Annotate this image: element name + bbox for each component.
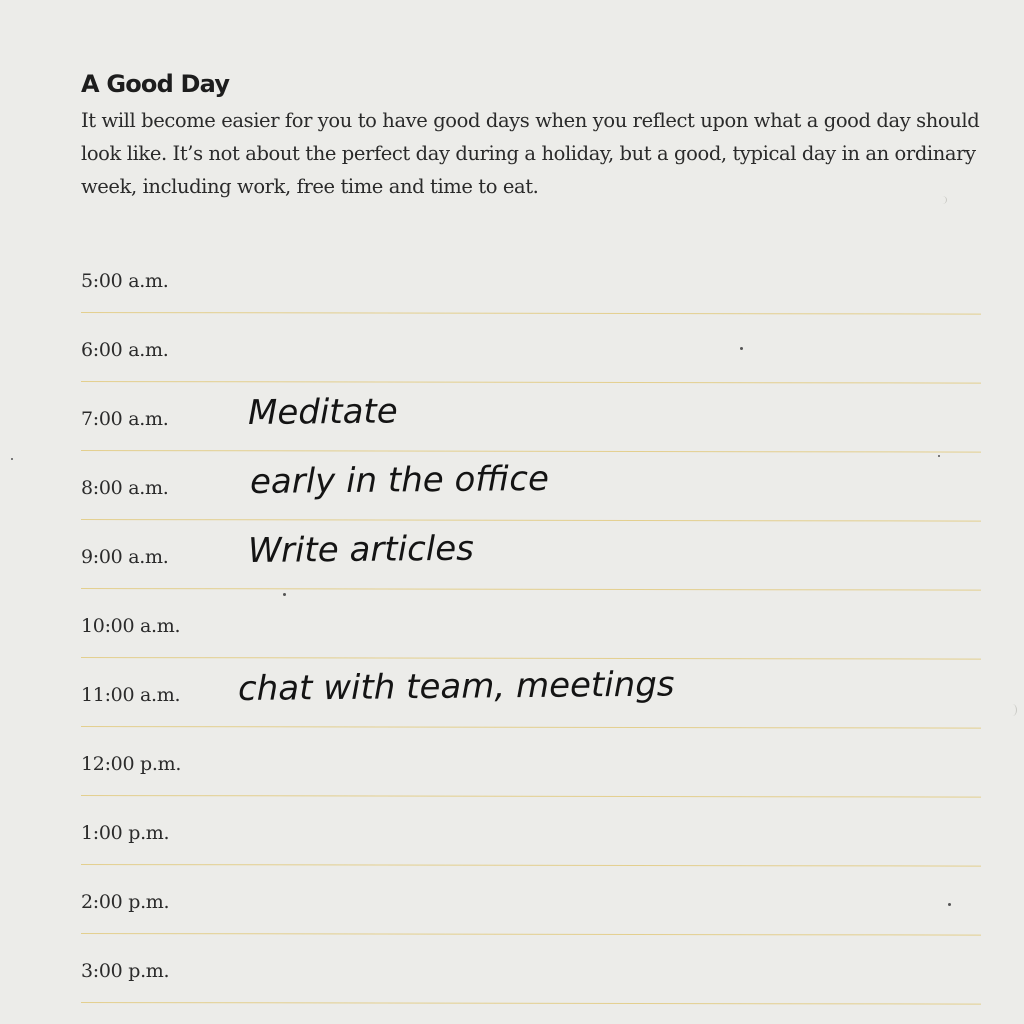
schedule-row [0, 528, 1024, 603]
ruled-line [81, 312, 981, 315]
ruled-line [81, 657, 981, 660]
ruled-line [81, 864, 981, 867]
paper-speck [740, 347, 743, 350]
time-label: 1:00 p.m. [81, 822, 170, 844]
ruled-line [81, 726, 981, 729]
page-heading: A Good Day [81, 70, 230, 98]
paper-speck [938, 455, 940, 457]
ruled-line [81, 588, 981, 591]
schedule-row [0, 809, 1024, 879]
schedule-row [0, 257, 1024, 327]
schedule-row [0, 602, 1024, 672]
time-label: 11:00 a.m. [81, 684, 181, 706]
ruled-line [81, 450, 981, 453]
schedule-row [0, 947, 1024, 1017]
schedule-row [0, 664, 1024, 741]
schedule-row [0, 740, 1024, 810]
ruled-line [81, 795, 981, 798]
ruled-line [81, 933, 981, 936]
handwritten-entry: Meditate [247, 391, 398, 433]
ruled-line [81, 519, 981, 522]
ruled-line [81, 1002, 981, 1005]
ruled-line [81, 381, 981, 384]
time-label: 2:00 p.m. [81, 891, 170, 913]
schedule-row [0, 326, 1024, 396]
handwritten-entry: Write articles [247, 528, 475, 571]
schedule-row [0, 458, 1024, 534]
time-label: 5:00 a.m. [81, 270, 169, 292]
schedule-row [0, 391, 1024, 465]
time-label: 3:00 p.m. [81, 960, 170, 982]
paper-speck [948, 903, 951, 906]
intro-paragraph: It will become easier for you to have good days when you reflect upon what a good day should look like. It’s not about the perfect day during a holiday, but a good, typical day in an ordinary week, including work, free time and time to eat. [81, 109, 980, 198]
paper-speck [11, 458, 13, 460]
schedule-row [0, 878, 1024, 948]
time-label: 10:00 a.m. [81, 615, 181, 637]
time-label: 6:00 a.m. [81, 339, 169, 361]
handwritten-entry: chat with team, meetings [237, 664, 675, 709]
paper-fiber [1008, 704, 1017, 716]
time-label: 9:00 a.m. [81, 546, 169, 568]
time-label: 8:00 a.m. [81, 477, 169, 499]
time-label: 12:00 p.m. [81, 753, 182, 775]
handwritten-entry: early in the office [249, 458, 550, 502]
paper-speck [283, 593, 286, 596]
time-label: 7:00 a.m. [81, 408, 169, 430]
paper-fiber [938, 196, 947, 204]
